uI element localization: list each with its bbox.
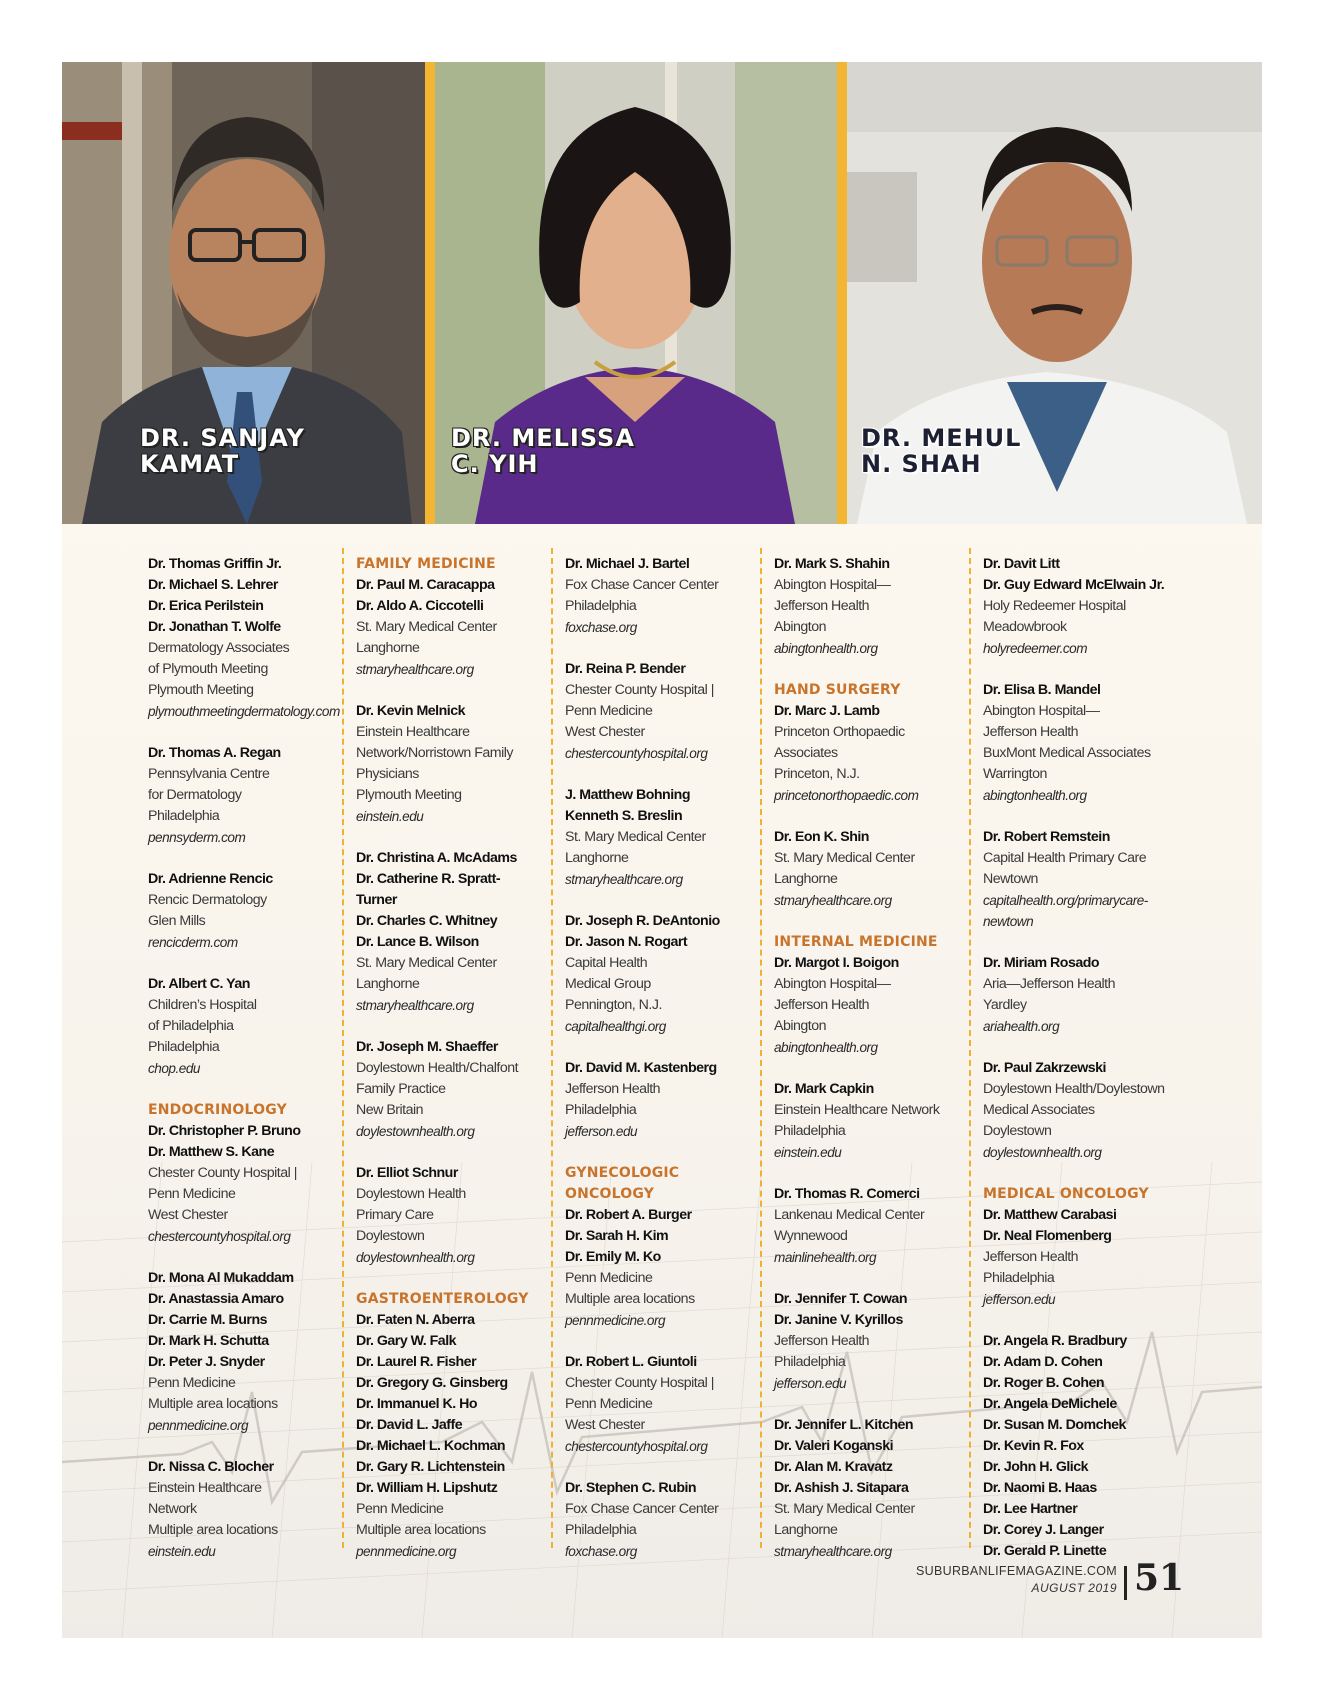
practice-info: Doylestown Health/Doylestown: [983, 1081, 1165, 1097]
spacer: [356, 1142, 556, 1163]
doctor-name: Dr. Michael S. Lehrer: [148, 577, 278, 593]
photo-divider: [425, 62, 435, 524]
website-url: foxchase.org: [565, 1544, 637, 1559]
doctor-name: Dr. Sarah H. Kim: [565, 1228, 669, 1244]
column-divider: [969, 548, 971, 1548]
caption-line: N. SHAH: [861, 450, 982, 478]
practice-info: Network: [148, 1501, 197, 1517]
footer-divider: [1124, 1566, 1127, 1600]
practice-info: Doylestown Health: [356, 1186, 466, 1202]
spacer: [774, 1163, 974, 1184]
spacer: [774, 911, 974, 932]
website-url: stmaryhealthcare.org: [774, 893, 892, 908]
doctor-name: Dr. Catherine R. Spratt-: [356, 871, 501, 887]
website-url: jefferson.edu: [565, 1124, 638, 1139]
caption-line: KAMAT: [140, 450, 240, 478]
doctor-name: Dr. Aldo A. Ciccotelli: [356, 598, 484, 614]
website-url: abingtonhealth.org: [983, 788, 1087, 803]
spacer: [356, 1268, 556, 1289]
website-url: stmaryhealthcare.org: [774, 1544, 892, 1559]
spacer: [356, 680, 556, 701]
doctor-name: Dr. Joseph R. DeAntonio: [565, 913, 720, 929]
doctor-name: Dr. Janine V. Kyrillos: [774, 1312, 903, 1328]
doctor-name: Dr. Naomi B. Haas: [983, 1480, 1097, 1496]
practice-info: Rencic Dermatology: [148, 892, 267, 908]
practice-info: Jefferson Health: [565, 1081, 661, 1097]
section-heading: ENDOCRINOLOGY: [148, 1102, 287, 1118]
practice-info: Aria—Jefferson Health: [983, 976, 1115, 992]
column-divider: [760, 548, 762, 1548]
caption-line: DR. MELISSA: [451, 424, 635, 452]
spacer: [356, 827, 556, 848]
practice-info: Abington: [774, 619, 827, 635]
doctor-name: Dr. Immanuel K. Ho: [356, 1396, 478, 1412]
website-url: pennmedicine.org: [565, 1313, 666, 1328]
doctor-name: Dr. Davit Litt: [983, 556, 1060, 572]
doctor-name: Dr. Adam D. Cohen: [983, 1354, 1103, 1370]
practice-info: Langhorne: [356, 640, 420, 656]
practice-info: Primary Care: [356, 1207, 434, 1223]
practice-info: Abington Hospital—: [774, 577, 891, 593]
doctor-name: Dr. Peter J. Snyder: [148, 1354, 265, 1370]
doctor-name: Dr. Susan M. Domchek: [983, 1417, 1126, 1433]
photo-divider: [837, 62, 847, 524]
doctor-name: Dr. Charles C. Whitney: [356, 913, 498, 929]
website-url: chestercountyhospital.org: [148, 1229, 291, 1244]
practice-info: BuxMont Medical Associates: [983, 745, 1151, 761]
directory-column-4: [774, 554, 974, 1562]
footer-site: SUBURBANLIFEMAGAZINE.COM: [916, 1564, 1117, 1578]
doctor-name: Dr. Carrie M. Burns: [148, 1312, 268, 1328]
spacer: [565, 890, 765, 911]
practice-info: Medical Group: [565, 976, 651, 992]
practice-info: St. Mary Medical Center: [356, 955, 497, 971]
doctor-name: Dr. Anastassia Amaro: [148, 1291, 284, 1307]
website-url: pennmedicine.org: [356, 1544, 457, 1559]
doctor-name: Dr. Matthew Carabasi: [983, 1207, 1117, 1223]
doctor-name: Dr. Neal Flomenberg: [983, 1228, 1112, 1244]
directory-column-3: [565, 554, 765, 1562]
section-heading: ONCOLOGY: [565, 1186, 655, 1202]
doctor-name: Dr. Gary W. Falk: [356, 1333, 457, 1349]
doctor-name: Dr. Jonathan T. Wolfe: [148, 619, 281, 635]
caption-line: C. YIH: [451, 450, 539, 478]
doctor-name: Dr. Guy Edward McElwain Jr.: [983, 577, 1165, 593]
practice-info: Einstein Healthcare: [148, 1480, 262, 1496]
section-heading: MEDICAL ONCOLOGY: [983, 1186, 1149, 1202]
practice-info: Jefferson Health: [774, 598, 870, 614]
spacer: [148, 1436, 348, 1457]
practice-info: Doylestown: [983, 1123, 1052, 1139]
doctor-name: Dr. Eon K. Shin: [774, 829, 869, 845]
doctor-name: Dr. Ashish J. Sitapara: [774, 1480, 909, 1496]
practice-info: St. Mary Medical Center: [774, 850, 915, 866]
practice-info: Warrington: [983, 766, 1047, 782]
spacer: [774, 1394, 974, 1415]
practice-info: Langhorne: [356, 976, 420, 992]
website-url: stmaryhealthcare.org: [565, 872, 683, 887]
doctor-name: Dr. David L. Jaffe: [356, 1417, 463, 1433]
spacer: [774, 806, 974, 827]
spacer: [983, 1037, 1183, 1058]
practice-info: Abington Hospital—: [983, 703, 1100, 719]
section-heading: GYNECOLOGIC: [565, 1165, 680, 1181]
doctor-name: Dr. Miriam Rosado: [983, 955, 1100, 971]
practice-info: Fox Chase Cancer Center: [565, 577, 719, 593]
spacer: [565, 638, 765, 659]
practice-info: Langhorne: [774, 1522, 838, 1538]
doctor-name: Dr. Robert Remstein: [983, 829, 1110, 845]
doctor-name: Dr. Jennifer L. Kitchen: [774, 1417, 914, 1433]
practice-info: Langhorne: [774, 871, 838, 887]
website-url: chop.edu: [148, 1061, 200, 1076]
website-url: jefferson.edu: [774, 1376, 847, 1391]
practice-info: Chester County Hospital |: [148, 1165, 297, 1181]
doctor-name: Turner: [356, 892, 397, 908]
practice-info: Multiple area locations: [148, 1396, 278, 1412]
practice-info: West Chester: [565, 724, 645, 740]
spacer: [983, 1310, 1183, 1331]
doctor-name: Dr. Jason N. Rogart: [565, 934, 688, 950]
portrait-melissa-yih: [435, 62, 837, 524]
website-url: newtown: [983, 914, 1034, 929]
doctor-name: Dr. Matthew S. Kane: [148, 1144, 275, 1160]
doctor-name: Dr. Michael J. Bartel: [565, 556, 690, 572]
doctor-name: Dr. Adrienne Rencic: [148, 871, 273, 887]
practice-info: Philadelphia: [774, 1354, 846, 1370]
practice-info: Princeton, N.J.: [774, 766, 860, 782]
practice-info: Yardley: [983, 997, 1027, 1013]
practice-info: Dermatology Associates: [148, 640, 290, 656]
doctor-name: Dr. Margot I. Boigon: [774, 955, 899, 971]
spacer: [774, 659, 974, 680]
doctor-name: Dr. Elliot Schnur: [356, 1165, 458, 1181]
practice-info: New Britain: [356, 1102, 424, 1118]
website-url: plymouthmeetingdermatology.com: [148, 704, 340, 719]
practice-info: Penn Medicine: [565, 1396, 653, 1412]
spacer: [983, 1163, 1183, 1184]
practice-info: Plymouth Meeting: [148, 682, 254, 698]
practice-info: Physicians: [356, 766, 419, 782]
spacer: [565, 764, 765, 785]
portrait-sanjay-kamat: [62, 62, 425, 524]
section-heading: INTERNAL MEDICINE: [774, 934, 938, 950]
doctor-name: Dr. David M. Kastenberg: [565, 1060, 717, 1076]
practice-info: Fox Chase Cancer Center: [565, 1501, 719, 1517]
practice-info: Family Practice: [356, 1081, 446, 1097]
doctor-name: Dr. Jennifer T. Cowan: [774, 1291, 907, 1307]
website-url: capitalhealthgi.org: [565, 1019, 666, 1034]
website-url: stmaryhealthcare.org: [356, 998, 474, 1013]
directory-column-5: [983, 554, 1183, 1562]
practice-info: Jefferson Health: [774, 997, 870, 1013]
practice-info: Newtown: [983, 871, 1038, 887]
practice-info: Holy Redeemer Hospital: [983, 598, 1126, 614]
page-number: 51: [1134, 1557, 1185, 1599]
doctor-name: Dr. Thomas A. Regan: [148, 745, 281, 761]
website-url: stmaryhealthcare.org: [356, 662, 474, 677]
doctor-name: Dr. Marc J. Lamb: [774, 703, 880, 719]
spacer: [983, 659, 1183, 680]
doctor-name: Dr. Albert C. Yan: [148, 976, 250, 992]
doctor-name: Dr. Mona Al Mukaddam: [148, 1270, 294, 1286]
doctor-name: Dr. Elisa B. Mandel: [983, 682, 1101, 698]
doctor-name: Dr. Faten N. Aberra: [356, 1312, 475, 1328]
column-divider: [342, 548, 344, 1548]
spacer: [565, 1331, 765, 1352]
practice-info: West Chester: [148, 1207, 228, 1223]
practice-info: Abington Hospital—: [774, 976, 891, 992]
practice-info: for Dermatology: [148, 787, 242, 803]
website-url: pennsyderm.com: [148, 830, 246, 845]
section-heading: FAMILY MEDICINE: [356, 556, 496, 572]
practice-info: Princeton Orthopaedic: [774, 724, 905, 740]
doctor-name: J. Matthew Bohning: [565, 787, 690, 803]
spacer: [565, 1037, 765, 1058]
practice-info: Doylestown: [356, 1228, 425, 1244]
practice-info: Philadelphia: [774, 1123, 846, 1139]
caption-line: DR. SANJAY: [140, 424, 305, 452]
practice-info: Network/Norristown Family: [356, 745, 513, 761]
website-url: ariahealth.org: [983, 1019, 1060, 1034]
practice-info: Capital Health: [565, 955, 648, 971]
doctor-name: Dr. Thomas R. Comerci: [774, 1186, 920, 1202]
column-divider: [551, 548, 553, 1548]
doctor-name: Dr. Alan M. Kravatz: [774, 1459, 893, 1475]
spacer: [356, 1016, 556, 1037]
spacer: [983, 806, 1183, 827]
practice-info: Penn Medicine: [565, 703, 653, 719]
directory-column-2: [356, 554, 556, 1562]
website-url: chestercountyhospital.org: [565, 1439, 708, 1454]
doctor-name: Dr. Kevin Melnick: [356, 703, 465, 719]
doctor-name: Kenneth S. Breslin: [565, 808, 683, 824]
practice-info: Associates: [774, 745, 838, 761]
doctor-name: Dr. Erica Perilstein: [148, 598, 264, 614]
practice-info: Langhorne: [565, 850, 629, 866]
doctor-name: Dr. Robert L. Giuntoli: [565, 1354, 697, 1370]
practice-info: St. Mary Medical Center: [356, 619, 497, 635]
practice-info: Multiple area locations: [565, 1291, 695, 1307]
website-url: abingtonhealth.org: [774, 641, 878, 656]
practice-info: Multiple area locations: [148, 1522, 278, 1538]
doctor-name: Dr. Roger B. Cohen: [983, 1375, 1105, 1391]
spacer: [774, 1058, 974, 1079]
practice-info: Children’s Hospital: [148, 997, 257, 1013]
doctor-name: Dr. Valeri Koganski: [774, 1438, 894, 1454]
doctor-name: Dr. Mark S. Shahin: [774, 556, 890, 572]
doctor-name: Dr. Stephen C. Rubin: [565, 1480, 697, 1496]
practice-info: Chester County Hospital |: [565, 1375, 714, 1391]
doctor-name: Dr. Angela DeMichele: [983, 1396, 1117, 1412]
spacer: [148, 722, 348, 743]
website-url: abingtonhealth.org: [774, 1040, 878, 1055]
caption-line: DR. MEHUL: [861, 424, 1022, 452]
website-url: capitalhealth.org/primarycare-: [983, 893, 1148, 908]
doctor-name: Dr. John H. Glick: [983, 1459, 1089, 1475]
website-url: pennmedicine.org: [148, 1418, 249, 1433]
practice-info: Plymouth Meeting: [356, 787, 462, 803]
doctor-name: Dr. Christina A. McAdams: [356, 850, 517, 866]
website-url: foxchase.org: [565, 620, 637, 635]
practice-info: Penn Medicine: [148, 1186, 236, 1202]
practice-info: Penn Medicine: [148, 1375, 236, 1391]
practice-info: Penn Medicine: [565, 1270, 653, 1286]
doctor-name: Dr. Thomas Griffin Jr.: [148, 556, 282, 572]
website-url: chestercountyhospital.org: [565, 746, 708, 761]
website-url: mainlinehealth.org: [774, 1250, 877, 1265]
practice-info: Jefferson Health: [983, 724, 1079, 740]
practice-info: Philadelphia: [565, 1522, 637, 1538]
doctor-name: Dr. Angela R. Bradbury: [983, 1333, 1127, 1349]
doctor-name: Dr. Michael L. Kochman: [356, 1438, 506, 1454]
doctor-name: Dr. Christopher P. Bruno: [148, 1123, 301, 1139]
doctor-name: Dr. William H. Lipshutz: [356, 1480, 498, 1496]
section-heading: GASTROENTEROLOGY: [356, 1291, 529, 1307]
practice-info: Multiple area locations: [356, 1522, 486, 1538]
doctor-name: Dr. Lee Hartner: [983, 1501, 1078, 1517]
practice-info: Philadelphia: [983, 1270, 1055, 1286]
website-url: einstein.edu: [148, 1544, 216, 1559]
practice-info: Glen Mills: [148, 913, 206, 929]
doctor-name: Dr. Gregory G. Ginsberg: [356, 1375, 508, 1391]
portrait-mehul-shah: [847, 62, 1262, 524]
spacer: [983, 932, 1183, 953]
footer-date: AUGUST 2019: [1031, 1581, 1117, 1595]
doctor-name: Dr. Robert A. Burger: [565, 1207, 692, 1223]
practice-info: of Philadelphia: [148, 1018, 234, 1034]
practice-info: Medical Associates: [983, 1102, 1095, 1118]
practice-info: St. Mary Medical Center: [774, 1501, 915, 1517]
doctor-name: Dr. Mark H. Schutta: [148, 1333, 269, 1349]
website-url: einstein.edu: [356, 809, 424, 824]
practice-info: West Chester: [565, 1417, 645, 1433]
website-url: einstein.edu: [774, 1145, 842, 1160]
spacer: [565, 1457, 765, 1478]
website-url: rencicderm.com: [148, 935, 238, 950]
practice-info: Einstein Healthcare: [356, 724, 470, 740]
portrait-caption-1: [140, 425, 305, 477]
practice-info: Pennsylvania Centre: [148, 766, 270, 782]
practice-info: Lankenau Medical Center: [774, 1207, 925, 1223]
practice-info: St. Mary Medical Center: [565, 829, 706, 845]
practice-info: Jefferson Health: [983, 1249, 1079, 1265]
doctor-name: Dr. Joseph M. Shaeffer: [356, 1039, 498, 1055]
doctor-name: Dr. Mark Capkin: [774, 1081, 874, 1097]
website-url: jefferson.edu: [983, 1292, 1056, 1307]
practice-info: Capital Health Primary Care: [983, 850, 1147, 866]
portrait-caption-2: [451, 425, 635, 477]
practice-info: Philadelphia: [148, 808, 220, 824]
doctor-name: Dr. Reina P. Bender: [565, 661, 686, 677]
website-url: doylestownhealth.org: [983, 1145, 1102, 1160]
doctor-name: Dr. Nissa C. Blocher: [148, 1459, 274, 1475]
practice-info: Abington: [774, 1018, 827, 1034]
practice-info: Einstein Healthcare Network: [774, 1102, 940, 1118]
doctor-name: Dr. Gary R. Lichtenstein: [356, 1459, 505, 1475]
spacer: [148, 953, 348, 974]
practice-info: Chester County Hospital |: [565, 682, 714, 698]
spacer: [565, 1142, 765, 1163]
doctor-name: Dr. Emily M. Ko: [565, 1249, 661, 1265]
website-url: holyredeemer.com: [983, 641, 1088, 656]
doctor-name: Dr. Paul Zakrzewski: [983, 1060, 1106, 1076]
spacer: [148, 848, 348, 869]
doctor-name: Dr. Lance B. Wilson: [356, 934, 479, 950]
practice-info: of Plymouth Meeting: [148, 661, 268, 677]
spacer: [774, 1268, 974, 1289]
practice-info: Doylestown Health/Chalfont: [356, 1060, 519, 1076]
website-url: doylestownhealth.org: [356, 1124, 475, 1139]
spacer: [148, 1079, 348, 1100]
directory-column-1: [148, 554, 348, 1562]
portrait-caption-3: [861, 425, 1021, 477]
doctor-name: Dr. Laurel R. Fisher: [356, 1354, 477, 1370]
practice-info: Philadelphia: [565, 1102, 637, 1118]
doctor-name: Dr. Gerald P. Linette: [983, 1543, 1107, 1559]
website-url: doylestownhealth.org: [356, 1250, 475, 1265]
practice-info: Philadelphia: [148, 1039, 220, 1055]
practice-info: Philadelphia: [565, 598, 637, 614]
practice-info: Penn Medicine: [356, 1501, 444, 1517]
section-heading: HAND SURGERY: [774, 682, 901, 698]
practice-info: Wynnewood: [774, 1228, 848, 1244]
doctor-name: Dr. Kevin R. Fox: [983, 1438, 1084, 1454]
practice-info: Meadowbrook: [983, 619, 1067, 635]
website-url: princetonorthopaedic.com: [774, 788, 919, 803]
doctor-name: Dr. Corey J. Langer: [983, 1522, 1104, 1538]
practice-info: Jefferson Health: [774, 1333, 870, 1349]
doctor-name: Dr. Paul M. Caracappa: [356, 577, 495, 593]
spacer: [148, 1247, 348, 1268]
portrait-strip: [62, 62, 1262, 524]
practice-info: Pennington, N.J.: [565, 997, 662, 1013]
